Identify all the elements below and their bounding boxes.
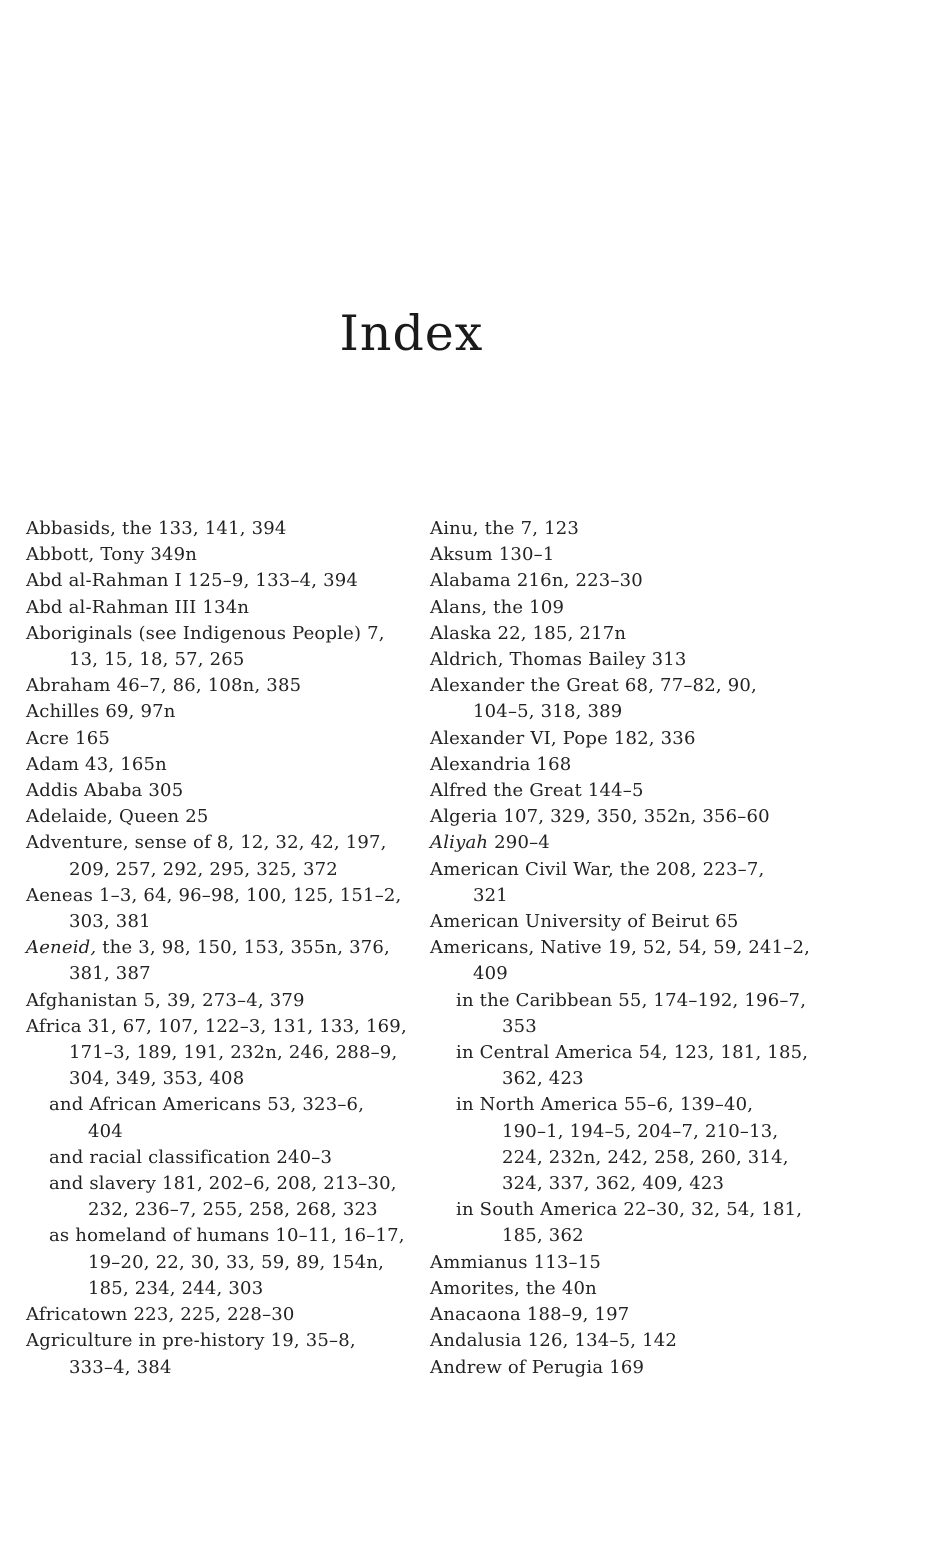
index-entry-line: Alexander the Great 68, 77–82, 90, xyxy=(430,675,757,697)
index-entry-line: Amorites, the 40n xyxy=(430,1277,597,1299)
index-entry-line: 232, 236–7, 255, 258, 268, 323 xyxy=(88,1199,378,1221)
index-entry-line xyxy=(430,830,850,856)
index-entry-line: 353 xyxy=(502,1015,537,1037)
index-entry-line: Ammianus 113–15 xyxy=(430,1251,602,1273)
index-entry-line: 185, 362 xyxy=(502,1225,584,1247)
index-entry-line: 171–3, 189, 191, 232n, 246, 288–9, xyxy=(69,1042,398,1064)
index-entry-line: Addis Ababa 305 xyxy=(26,780,184,802)
index-entry-line: Ainu, the 7, 123 xyxy=(430,518,580,539)
entry-text: 290–4 xyxy=(488,832,550,854)
index-entry-line: 409 xyxy=(473,963,508,985)
index-entry-line: Alexandria 168 xyxy=(430,753,572,775)
index-entry-line: and African Americans 53, 323–6, xyxy=(49,1094,365,1116)
index-entry-line: 303, 381 xyxy=(69,911,151,933)
index-entry-line: in North America 55–6, 139–40, xyxy=(456,1094,754,1116)
index-entry-line: and slavery 181, 202–6, 208, 213–30, xyxy=(49,1173,397,1195)
index-entry-line: Alfred the Great 144–5 xyxy=(430,780,644,802)
entry-text: the 3, 98, 150, 153, 355n, 376, xyxy=(96,937,390,959)
page-title: Index xyxy=(339,305,484,362)
index-entry-line: Alaska 22, 185, 217n xyxy=(430,622,627,644)
index-entry-line: 333–4, 384 xyxy=(69,1356,172,1378)
index-entry-line: Aboriginals (see Indigenous People) 7, xyxy=(26,622,385,644)
index-entry-line: Aldrich, Thomas Bailey 313 xyxy=(430,649,687,671)
index-entry-line: as homeland of humans 10–11, 16–17, xyxy=(49,1225,405,1247)
index-column-right xyxy=(430,516,850,1381)
index-entry-line: Acre 165 xyxy=(26,727,111,749)
index-entry-line xyxy=(26,935,416,961)
index-entry-line: in South America 22–30, 32, 54, 181, xyxy=(456,1199,803,1221)
italic-term: Aliyah xyxy=(430,832,489,854)
italic-term: Aeneid, xyxy=(26,937,97,959)
index-entry-line: Abd al-Rahman I 125–9, 133–4, 394 xyxy=(26,570,359,592)
index-entry-line: Abd al-Rahman III 134n xyxy=(26,596,250,618)
index-entry-line: Alans, the 109 xyxy=(430,596,565,618)
index-entry-line: Americans, Native 19, 52, 54, 59, 241–2, xyxy=(430,937,811,959)
index-entry-line: 19–20, 22, 30, 33, 59, 89, 154n, xyxy=(88,1251,385,1273)
index-entry-line: 324, 337, 362, 409, 423 xyxy=(502,1173,725,1195)
index-entry-line: and racial classification 240–3 xyxy=(49,1146,333,1168)
index-entry-line: American University of Beirut 65 xyxy=(430,911,739,933)
index-entry-line: Africatown 223, 225, 228–30 xyxy=(26,1304,295,1326)
index-entry-line: Afghanistan 5, 39, 273–4, 379 xyxy=(26,989,305,1011)
index-entry-line: 224, 232n, 242, 258, 260, 314, xyxy=(502,1146,789,1168)
index-entry-line: 381, 387 xyxy=(69,963,151,985)
index-entry-line: Algeria 107, 329, 350, 352n, 356–60 xyxy=(430,806,770,828)
index-entry-line: Aeneas 1–3, 64, 96–98, 100, 125, 151–2, xyxy=(26,884,402,906)
index-entry-line: in the Caribbean 55, 174–192, 196–7, xyxy=(456,989,807,1011)
index-entry-line: 209, 257, 292, 295, 325, 372 xyxy=(69,858,338,880)
index-entry-line: American Civil War, the 208, 223–7, xyxy=(430,858,765,880)
index-entry-line: Africa 31, 67, 107, 122–3, 131, 133, 169, xyxy=(26,1015,407,1037)
index-entry-line: Andalusia 126, 134–5, 142 xyxy=(430,1330,678,1352)
index-entry-line: Abraham 46–7, 86, 108n, 385 xyxy=(26,675,302,697)
index-column-left xyxy=(26,516,416,1381)
index-entry-line: Achilles 69, 97n xyxy=(26,701,176,723)
index-entry-line: 13, 15, 18, 57, 265 xyxy=(69,649,245,671)
index-entry-line: Alabama 216n, 223–30 xyxy=(430,570,643,592)
index-entry-line: Abbasids, the 133, 141, 394 xyxy=(26,518,287,539)
index-entry-line: 104–5, 318, 389 xyxy=(473,701,623,723)
index-entry-line: Agriculture in pre-history 19, 35–8, xyxy=(26,1330,356,1352)
index-entry-line: Aksum 130–1 xyxy=(430,544,555,566)
index-entry-line: Adam 43, 165n xyxy=(26,753,167,775)
index-entry-line: 404 xyxy=(88,1120,123,1142)
index-entry-line: Alexander VI, Pope 182, 336 xyxy=(430,727,696,749)
index-entry-line: 185, 234, 244, 303 xyxy=(88,1277,264,1299)
index-entry-line: Adventure, sense of 8, 12, 32, 42, 197, xyxy=(26,832,387,854)
index-entry-line: 362, 423 xyxy=(502,1068,584,1090)
index-entry-line: 304, 349, 353, 408 xyxy=(69,1068,245,1090)
index-entry-line: Adelaide, Queen 25 xyxy=(26,806,209,828)
index-entry-line: Abbott, Tony 349n xyxy=(26,544,198,566)
index-entry-line: in Central America 54, 123, 181, 185, xyxy=(456,1042,809,1064)
index-entry-line: 190–1, 194–5, 204–7, 210–13, xyxy=(502,1120,779,1142)
index-entry-line: Andrew of Perugia 169 xyxy=(430,1356,645,1378)
index-entry-line: 321 xyxy=(473,884,508,906)
index-entry-line: Anacaona 188–9, 197 xyxy=(430,1304,630,1326)
